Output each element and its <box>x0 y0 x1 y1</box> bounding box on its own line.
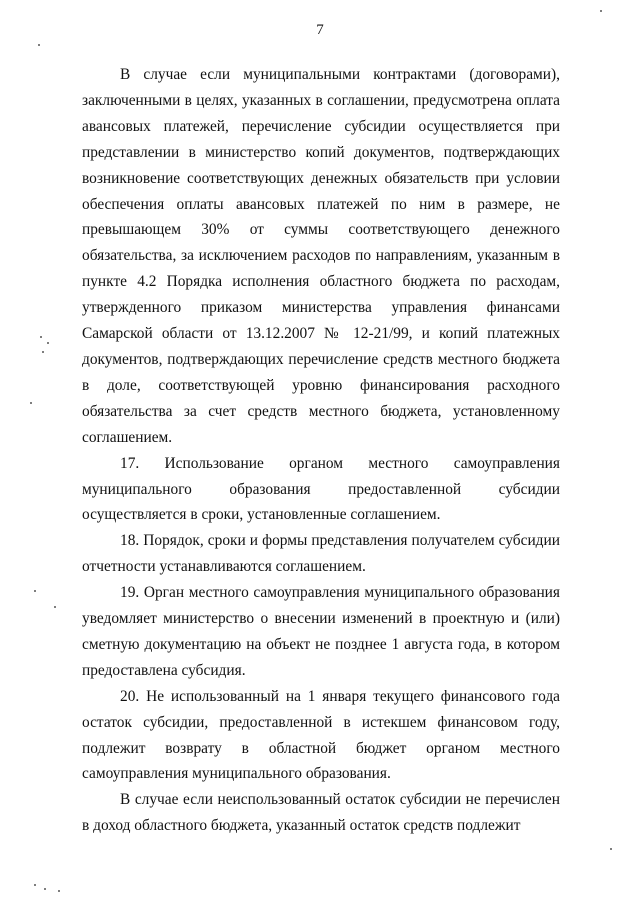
paragraph-19: 19. Орган местного самоуправления муниципального образования уведомляет министерство о внесении изменений в проектную и (или) сметную документацию на объект не позднее 1 августа года, в котором предоставлена субсидия. <box>82 584 560 679</box>
scan-speck <box>34 884 36 886</box>
paragraph-unused-balance: В случае если неиспользованный остаток субсидии не перечислен в доход областного бюджета, указанный остаток средств подлежит <box>82 791 560 835</box>
scan-speck <box>34 590 36 592</box>
scan-speck <box>54 606 56 608</box>
scan-speck <box>47 342 49 344</box>
scan-speck <box>600 10 602 12</box>
scan-speck <box>30 402 32 404</box>
paragraph-18: 18. Порядок, сроки и формы представления получателем субсидии отчетности устанавливаются соглашением. <box>82 532 560 576</box>
paragraph-20: 20. Не использованный на 1 января текущего финансового года остаток субсидии, предоставленной в истекшем финансовом году, подлежит возврату в областной бюджет органом местного самоуправления муниципального образования. <box>82 687 560 783</box>
page-number: 7 <box>316 22 324 38</box>
scan-speck <box>44 888 46 890</box>
scan-speck <box>58 890 60 892</box>
scan-speck <box>610 848 612 850</box>
document-body <box>82 62 560 839</box>
paragraph-17: 17. Использование органом местного самоуправления муниципального образования предоставленной субсидии осуществляется в сроки, установленные соглашением. <box>82 454 560 524</box>
scan-speck <box>40 336 42 338</box>
paragraph-advance-payments: В случае если муниципальными контрактами (договорами), заключенными в целях, указанных в соглашении, предусмотрена оплата авансовых платежей, перечисление субсидии осуществляется при представлении в министерство копий документов, подтверждающих возникновение соответствующих денежных обязательств при условии обеспечения оплаты авансовых платежей по ним в размере, не превышающем 30% от суммы соответствующего денежного обязательства, за исключением расходов по направлениям, указанным в пункте 4.2 Порядка исполнения областного бюджета по расходам, утвержденного приказом министерства управления финансами Самарской области от 13.12.2007 № 12-21/99, и копий платежных документов, подтверждающих перечисление средств местного бюджета в доле, соответствующей уровню финансирования расходного обязательства за счет средств местного бюджета, установленному соглашением. <box>82 66 560 446</box>
scan-speck <box>42 351 44 353</box>
scan-speck <box>38 44 40 46</box>
